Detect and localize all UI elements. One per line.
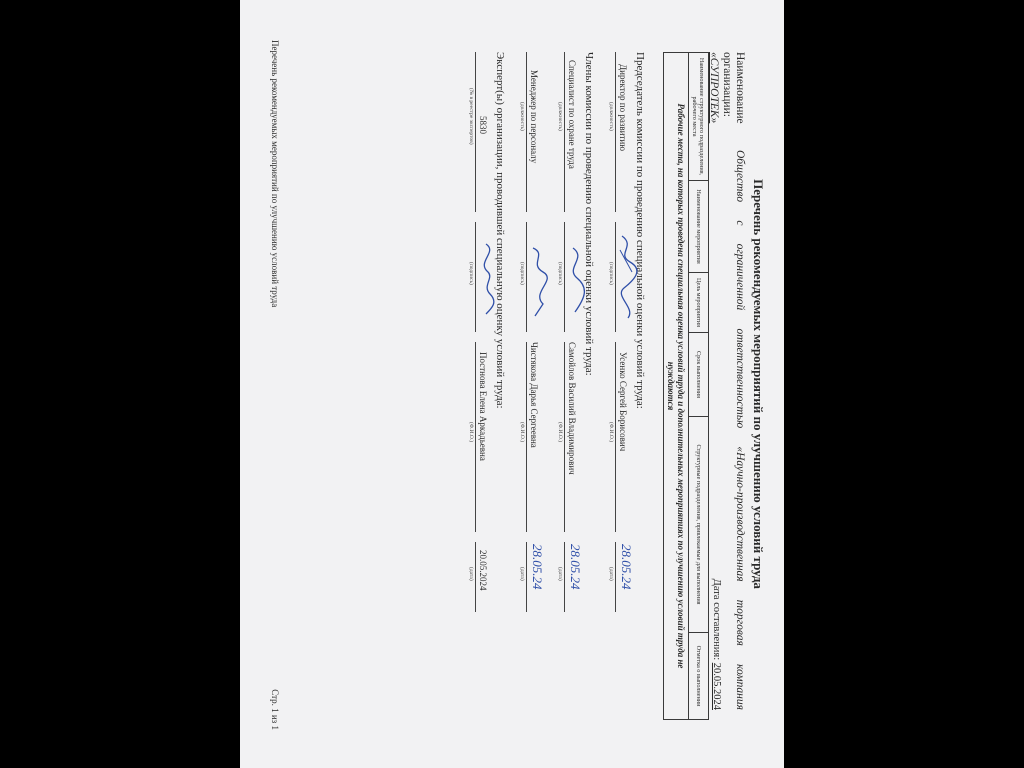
chair-date: 28.05.24 [619,544,634,590]
line [564,222,565,332]
caption-date: (дата) [608,567,614,581]
caption-position: (должность) [608,102,614,131]
member-position: Специалист по охране труда [567,60,577,169]
line [564,342,565,532]
table-header: Структурные подразделения, привлекаемые для выполнения [689,417,709,633]
line [526,52,527,212]
caption-fio: (Ф.И.О.) [519,422,525,443]
caption-expert-number: (№ в реестре экспертов) [468,88,474,145]
member-date: 28.05.24 [568,544,583,590]
table-header: Срок выполнения [689,333,709,417]
date-block [711,410,722,710]
date-label: Дата составления: [711,578,722,661]
caption-signature: (подпись) [557,262,563,285]
line [526,542,527,612]
chair-position: Директор по развитию [618,64,628,151]
caption-date: (дата) [519,567,525,581]
chair-row [602,52,634,672]
organization-label: Наименование организации: [721,52,746,124]
member-name: Чистякова Дарья Сергеевна [529,342,539,448]
document-title: Перечень рекомендуемых мероприятий по улучшению условий труда [751,179,766,589]
line [564,52,565,212]
line [526,342,527,532]
table-body-text: Рабочие места, на которых проведена специальная оценка условий труда и дополнительных мероприятиях по улучшению условий труда не нуждаются [664,53,689,720]
members-heading: Члены комиссии по проведению специальной оценки условий труда: [583,52,595,376]
rotated-content [240,0,784,768]
table-header: Наименование структурного подразделения, рабочего места [689,53,709,181]
org-word: ограниченной [734,243,746,311]
expert-name: Постнова Елена Аркадьевна [478,352,488,461]
expert-row [462,52,488,672]
caption-date: (дата) [557,567,563,581]
line [615,542,616,612]
line [564,542,565,612]
member-position: Менеджер по персоналу [529,70,539,164]
member-row [551,52,583,672]
caption-fio: (Ф.И.О.) [608,422,614,443]
table-header: Наименование мероприятия [689,181,709,273]
member-name: Самойлов Василий Владимирович [567,342,577,475]
document-page [240,0,784,768]
org-word: компания [734,664,746,710]
footer-text: Перечень рекомендуемых мероприятий по улучшению условий труда [270,40,280,308]
table-header: Отметка о выполнении [689,633,709,720]
line [615,342,616,532]
organization-value-line2: «СУПРОТЕК» [708,52,720,124]
caption-fio: (Ф.И.О.) [468,422,474,443]
line [475,52,476,212]
table-header: Цель мероприятия [689,273,709,333]
chair-signature [616,232,638,322]
chair-name: Усенко Сергей Борисович [618,352,628,452]
caption-signature: (подпись) [468,262,474,285]
line [475,342,476,532]
line [475,542,476,612]
org-word: с [734,220,746,226]
page-number: Стр. 1 из 1 [270,689,280,730]
caption-date: (дата) [468,567,474,581]
caption-position: (должность) [519,102,525,131]
org-word: торговая [734,599,746,646]
member-row [513,52,545,672]
expert-number: 5830 [478,116,488,134]
chair-heading: Председатель комиссии по проведению специальной оценки условий труда: [634,52,646,409]
org-word: «Научно-производственная [734,446,746,582]
caption-position: (должность) [557,102,563,131]
caption-signature: (подпись) [519,262,525,285]
organization-value [733,150,746,710]
org-word: Обществo [734,150,746,203]
caption-fio: (Ф.И.О.) [557,422,563,443]
date-value: 20.05.2024 [711,662,722,710]
member-signature [565,242,587,322]
expert-heading: Эксперт(ы) организации, проводившей специальную оценку условий труда: [494,52,506,409]
expert-date: 20.05.2024 [478,550,488,591]
member-signature [527,242,549,322]
org-word: ответственностью [734,328,746,429]
table-header-row [689,53,709,720]
member-date: 28.05.24 [530,544,545,590]
line [475,222,476,332]
table-row [664,53,689,720]
line [526,222,527,332]
expert-signature [476,238,498,318]
line [615,222,616,332]
line [615,52,616,212]
measures-table [663,52,709,720]
caption-signature: (подпись) [608,262,614,285]
